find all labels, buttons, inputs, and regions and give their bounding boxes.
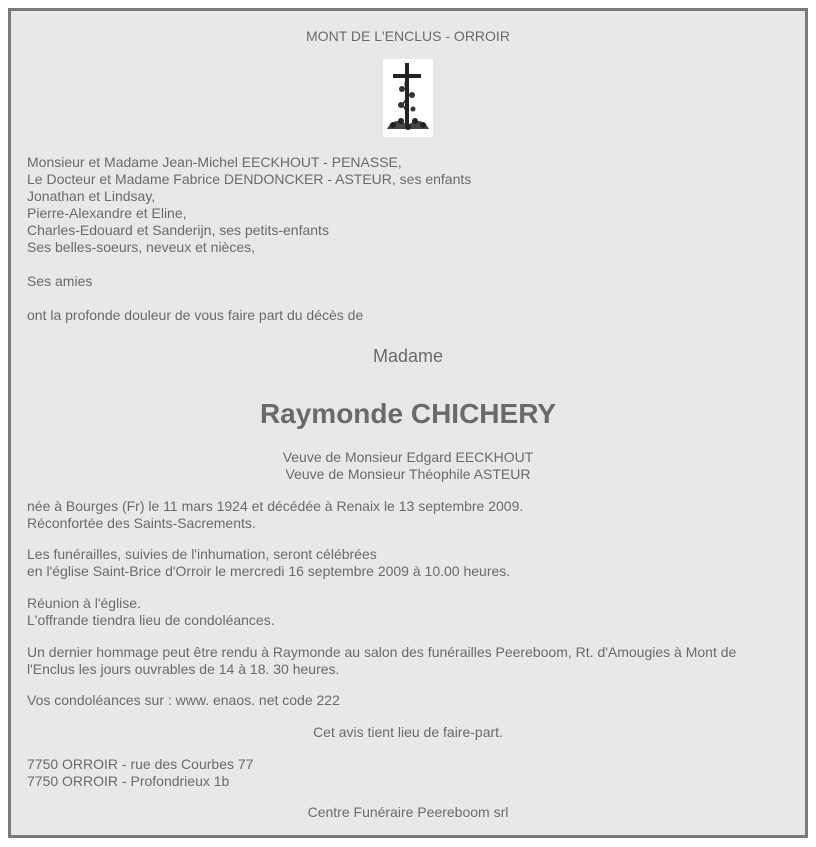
notice-line: Cet avis tient lieu de faire-part. — [313, 724, 503, 740]
cross-with-flowers-icon — [383, 59, 433, 137]
deceased-name: Raymonde CHICHERY — [259, 398, 557, 429]
family-line: Monsieur et Madame Jean-Michel EECKHOUT - PENASSE, — [27, 154, 402, 170]
family-line: Jonathan et Lindsay, — [27, 188, 156, 204]
address-line: 7750 ORROIR - rue des Courbes 77 — [27, 756, 254, 772]
offering-line: L'offrande tiendra lieu de condoléances. — [27, 612, 275, 628]
obituary-card — [8, 8, 808, 838]
friends-line: Ses amies — [27, 273, 93, 289]
widow-line: Veuve de Monsieur Théophile ASTEUR — [285, 466, 531, 482]
address-line: 7750 ORROIR - Profondrieux 1b — [27, 773, 230, 789]
widow-line: Veuve de Monsieur Edgard EECKHOUT — [282, 449, 534, 465]
family-line: Charles-Edouard et Sanderijn, ses petits-enfants — [27, 222, 329, 238]
reunion-line: Réunion à l'église. — [27, 595, 141, 611]
homage-paragraph: Un dernier hommage peut être rendu à Raymonde au salon des funérailles Peereboom, Rt. d'Amougies à Mont de l'Enclus les jours ouvrables de 14 à 18. 30 heures. — [27, 644, 737, 677]
announcement: ont la profonde douleur de vous faire part du décès de — [27, 307, 364, 323]
deceased-title: Madame — [372, 346, 444, 366]
funeral-line: en l'église Saint-Brice d'Orroir le mercredi 16 septembre 2009 à 10.00 heures. — [27, 563, 511, 579]
sacraments-line: Réconfortée des Saints-Sacrements. — [27, 515, 256, 531]
birth-death-line: née à Bourges (Fr) le 11 mars 1924 et décédée à Renaix le 13 septembre 2009. — [27, 498, 524, 514]
place-heading: MONT DE L'ENCLUS - ORROIR — [306, 28, 510, 44]
family-line: Pierre-Alexandre et Eline, — [27, 205, 187, 221]
funeral-line: Les funérailles, suivies de l'inhumation, seront célébrées — [27, 546, 377, 562]
family-line: Ses belles-soeurs, neveux et nièces, — [27, 239, 256, 255]
condolences-line: Vos condoléances sur : www. enaos. net code 222 — [27, 692, 340, 708]
footer-funeral-home: Centre Funéraire Peereboom srl — [307, 804, 509, 820]
family-line: Le Docteur et Madame Fabrice DENDONCKER - ASTEUR, ses enfants — [27, 171, 472, 187]
